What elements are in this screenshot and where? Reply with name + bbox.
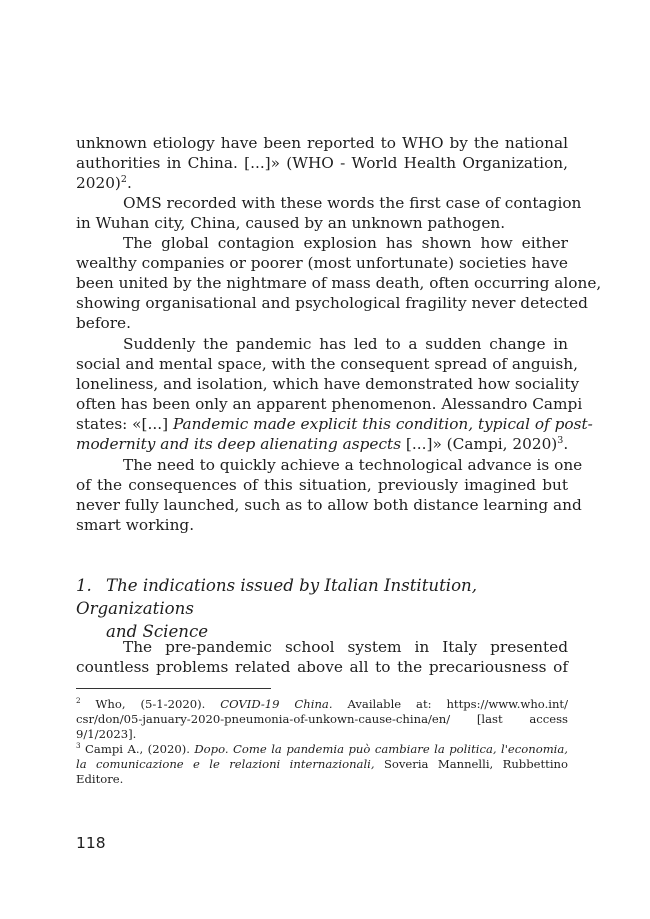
footnotes bbox=[76, 697, 568, 787]
footnote-italic: la comunicazione e le relazioni internazionali, bbox=[76, 757, 375, 771]
text-fragment: states: «[...] bbox=[76, 415, 173, 434]
text-line: been united by the nightmare of mass death, often occurring alone, bbox=[76, 274, 602, 293]
paragraph-6 bbox=[76, 637, 568, 677]
text-line: smart working. bbox=[76, 516, 195, 535]
text-line: often has been only an apparent phenomenon. Alessandro Campi bbox=[76, 395, 583, 414]
section-title-line: and Science bbox=[106, 622, 209, 641]
text-line: authorities in China. [...]» (WHO - World Health Organization, bbox=[76, 154, 568, 173]
footnote-number: 3 bbox=[76, 741, 81, 751]
paragraph-4 bbox=[76, 334, 593, 455]
text-line: of the consequences of this situation, previously imagined but bbox=[76, 476, 568, 495]
section-heading bbox=[76, 574, 568, 643]
section-title-line: The indications issued by Italian Institution, Organizations bbox=[76, 576, 478, 618]
footnote-divider bbox=[76, 688, 271, 689]
text-line: OMS recorded with these words the first case of contagion bbox=[123, 194, 582, 212]
paragraph-3 bbox=[76, 233, 602, 333]
text-line bbox=[76, 434, 568, 454]
text-fragment: [...]» (Campi, 2020) bbox=[401, 435, 558, 454]
text-fragment: 2020) bbox=[76, 174, 121, 193]
footnote-link[interactable]: Available at: https://www.who.int/ bbox=[332, 697, 568, 711]
text-line: countless problems related above all to the precariousness of bbox=[76, 658, 568, 677]
page-number: 118 bbox=[76, 834, 106, 852]
quote-italic: Pandemic made explicit this condition, typical of post- bbox=[172, 415, 593, 434]
paragraph-1 bbox=[76, 133, 568, 193]
text-fragment: . bbox=[563, 435, 569, 454]
text-line: loneliness, and isolation, which have demonstrated how sociality bbox=[76, 375, 580, 394]
text-line: in Wuhan city, China, caused by an unknown pathogen. bbox=[76, 214, 506, 233]
text-line: wealthy companies or poorer (most unfortunate) societies have bbox=[76, 254, 568, 273]
text-fragment: Campi A., (2020). bbox=[80, 742, 195, 756]
text-line: unknown etiology have been reported to WHO by the national bbox=[76, 134, 568, 152]
footnote-ref-3[interactable]: 3 bbox=[557, 435, 564, 447]
text-line: Editore. bbox=[76, 772, 124, 786]
text-line: The pre-pandemic school system in Italy presented bbox=[123, 638, 568, 656]
text-line: never fully launched, such as to allow both distance learning and bbox=[76, 496, 582, 515]
text-line: The need to quickly achieve a technological advance is one bbox=[123, 456, 583, 474]
footnote-ref-2[interactable]: 2 bbox=[120, 174, 127, 186]
footnote-italic: Dopo. Come la pandemia può cambiare la politica, l'economia, bbox=[194, 742, 568, 756]
text-line: 9/1/2023]. bbox=[76, 727, 137, 741]
text-fragment: Soveria Mannelli, Rubbettino bbox=[374, 757, 568, 771]
text-line bbox=[76, 173, 568, 193]
text-fragment: . bbox=[126, 174, 132, 193]
text-line: before. bbox=[76, 314, 131, 333]
text-line bbox=[76, 757, 568, 772]
paragraph-5 bbox=[76, 455, 583, 535]
text-line bbox=[76, 414, 593, 434]
section-number: 1. bbox=[76, 576, 92, 595]
quote-italic: modernity and its deep alienating aspects bbox=[76, 435, 402, 454]
footnote-link-line[interactable]: csr/don/05-january-2020-pneumonia-of-unkown-cause-china/en/ [last access bbox=[76, 712, 568, 726]
document-page bbox=[76, 0, 602, 919]
text-line: social and mental space, with the consequent spread of anguish, bbox=[76, 355, 578, 374]
footnote-italic: COVID-19 China. bbox=[220, 697, 333, 711]
text-fragment: Who, (5-1-2020). bbox=[80, 697, 221, 711]
footnote-3 bbox=[76, 742, 568, 757]
text-line: showing organisational and psychological fragility never detected bbox=[76, 294, 588, 313]
text-line: Suddenly the pandemic has led to a sudden change in bbox=[123, 335, 568, 353]
footnote-number: 2 bbox=[76, 696, 81, 706]
paragraph-2 bbox=[76, 193, 582, 233]
footnote-2 bbox=[76, 697, 568, 712]
text-line: The global contagion explosion has shown how either bbox=[123, 234, 568, 252]
